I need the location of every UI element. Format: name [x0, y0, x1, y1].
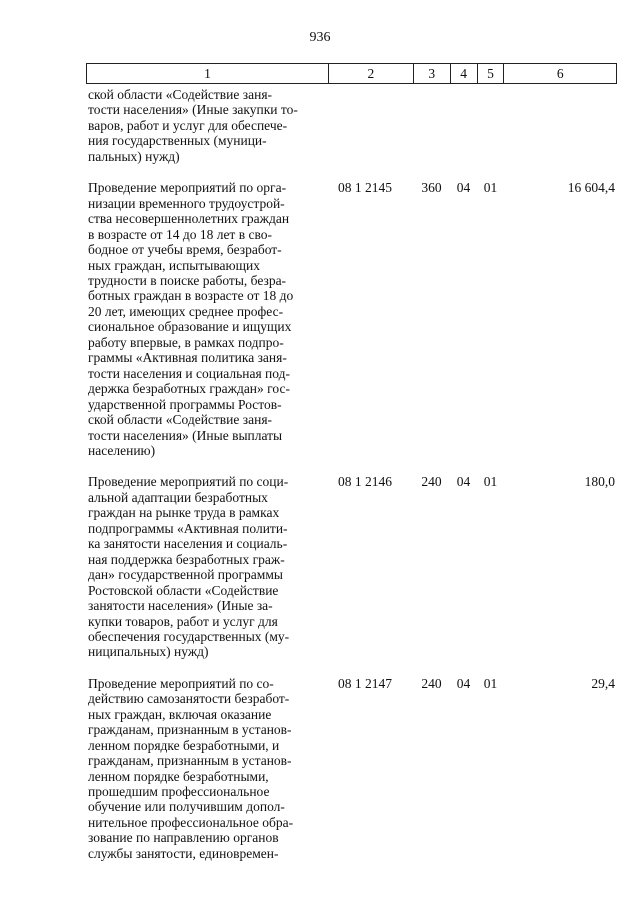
row-expense-type: 240: [421, 675, 442, 691]
table-row: [86, 87, 617, 164]
table-row: [86, 676, 617, 861]
row-subsection: 01: [483, 474, 498, 490]
row-description: Проведение мероприятий по соци- альной адаптации безработных граждан на рынке труда в рамках подпрограммы «Активная полити- ка занятости населения и социаль- ная поддержка безработных граж- дан» государственной программы Ростовской области «Содействие занятости населения» (Иные за- купки товаров, работ и услуг для обеспечения государственных (му- ниципальных) нужд): [88, 474, 290, 660]
column-header-5: 5: [477, 64, 504, 83]
row-description: Проведение мероприятий по орга- низации временного трудоустрой- ства несовершеннолетних граждан в возрасте от 14 до 18 лет в сво- бодное от учебы время, безработ- ных граждан, испытывающих трудности в поиске работы, безра- ботных граждан в возрасте от 18 до 20 лет, имеющих среднее профес- сиональное образование и ищущих работу впервые, в рамках подпро- граммы «Активная политика заня- тости населения и социальная под- держка безработных граждан» гос- ударственной программы Ростов- ской области «Содействие заня- тости населения» (Иные выплаты населению): [88, 180, 294, 458]
row-section: 04: [456, 675, 471, 691]
row-amount: 16 604,4: [567, 180, 615, 196]
row-expense-type: 360: [421, 180, 442, 196]
column-header-6: 6: [503, 64, 616, 83]
table-row: [86, 474, 617, 659]
row-description: Проведение мероприятий по со- действию самозанятости безработ- ных граждан, включая оказание гражданам, признанным в установ- ленном порядке безработными, и гражданам, признанным в установ- ленном порядке безработными, прошедшим профессиональное обучение или получившим допол- нительное профессиональное обра- зование по направлению органов службы занятости, единовремен-: [88, 675, 294, 861]
budget-table: [86, 63, 617, 861]
table-header-row: [86, 63, 617, 84]
column-header-2: 2: [328, 64, 413, 83]
row-section: 04: [456, 474, 471, 490]
row-subsection: 01: [483, 180, 498, 196]
row-subsection: 01: [483, 675, 498, 691]
row-amount: 180,0: [584, 474, 615, 490]
row-target-code: 08 1 2146: [338, 474, 392, 490]
row-description: ской области «Содействие заня- тости населения» (Иные закупки то- варов, работ и услуг для обеспече- ния государственных (муници- пальных) нужд): [88, 87, 298, 164]
row-section: 04: [456, 180, 471, 196]
column-header-3: 3: [413, 64, 450, 83]
column-header-4: 4: [450, 64, 477, 83]
row-expense-type: 240: [421, 474, 442, 490]
row-amount: 29,4: [591, 675, 615, 691]
row-target-code: 08 1 2147: [338, 675, 392, 691]
row-target-code: 08 1 2145: [338, 180, 392, 196]
column-header-1: 1: [204, 66, 211, 81]
page-number: 936: [309, 30, 331, 45]
table-row: [86, 180, 617, 458]
